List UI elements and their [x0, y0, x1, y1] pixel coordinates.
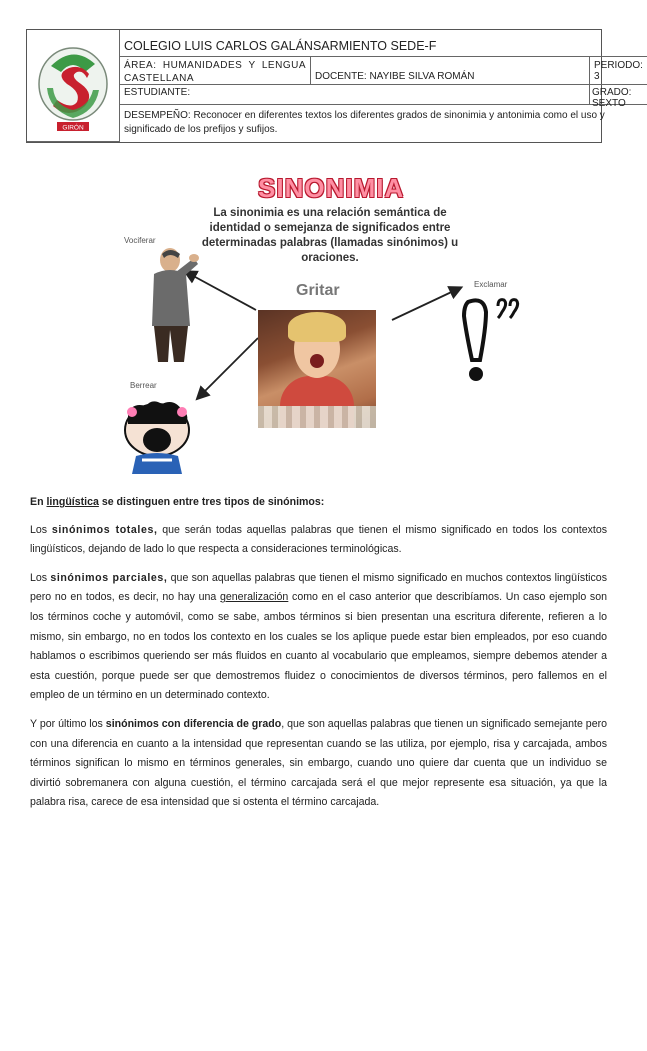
intro-pre: En: [30, 496, 47, 508]
period-field: PERIODO: 3: [590, 57, 647, 85]
term-parciales: sinónimos parciales,: [50, 571, 168, 584]
p3-pre: Y por último los: [30, 717, 106, 730]
photo-hair: [288, 312, 346, 342]
sinonimia-infographic: [100, 170, 540, 490]
p2-pre: Los: [30, 571, 51, 584]
man-shouting-illustration: [136, 246, 206, 366]
p1-text: que serán todas aquellas palabras que tienen el mismo significado en todos los contextos lingüísticos, dejando de lado lo que respecta a consideraciones terminológicas.: [30, 523, 608, 556]
document-header-table: [26, 29, 643, 143]
photo-crib-rail: [258, 406, 376, 428]
center-word: Gritar: [296, 282, 340, 299]
infographic-definition: La sinonimia es una relación semántica de identidad o semejanza de significados entre determinadas palabras (llamadas sinónimos) u oraciones.: [201, 207, 459, 264]
p2-text2: como en el caso anterior que describíamos. Un caso ejemplo son los términos coche y automóvil, como se sabe, ambos términos si bien presentan una escritura diferente, refieren a lo mismo, sin embargo, no en todos los contexto en los cuales se los aplique puede estar bien empleados, por eso cuando hablamos o escribimos queriendo ser más fluidos en cuanto al vocabulario que empleamos, siempre debemos atender a esta cuestión, porque puede ser que demostremos fluidez o conocimientos de diversos términos, pero fallemos en el empleo de un término en un determinado contexto.: [30, 591, 607, 702]
infographic-title: SINONIMIA: [258, 173, 405, 203]
term-totales: sinónimos totales,: [51, 523, 158, 536]
p3-text: , que son aquellas palabras que tienen un significado semejante pero con una diferencia en cuanto a la intensidad que representan cuando se las utiliza, por ejemplo, risa y carcajada, ambos términos significan lo mismo en términos generales, sin embargo, cuando uno quiere dar cuenta que un individuo se divirtió sobremanera con alguna cuestión, el término carcajada será el que mejor represente esa situación, ya que la palabra risa, carece de esa intensidad que si ostenta el término carcajada.: [30, 717, 608, 809]
p2-text1: que son aquellas palabras que tienen el mismo significado en muchos contextos lingüísticos pero no en todos, es decir, no hay una: [30, 571, 607, 604]
crying-child-illustration: [112, 396, 202, 476]
paragraph-sinonimos-parciales: [30, 569, 607, 706]
arrow-to-berrear: [198, 338, 258, 398]
teacher-field: DOCENTE: NAYIBE SILVA ROMÁN: [311, 57, 590, 85]
performance-description: DESEMPEÑO: Reconocer en diferentes textos los diferentes grados de sinonimia y antonimia como el uso y significado de los prefijos y sufijos.: [124, 110, 605, 135]
logo-text: GIRÓN: [62, 124, 84, 131]
paragraph-sinonimos-totales: [30, 521, 607, 560]
label-berrear: Berrear: [130, 381, 157, 390]
school-name: COLEGIO LUIS CARLOS GALÁNSARMIENTO SEDE-F: [120, 30, 647, 57]
body-text: [30, 493, 607, 813]
link-generalizacion[interactable]: generalización: [220, 591, 289, 604]
term-grado: sinónimos con diferencia de grado: [105, 717, 282, 730]
crying-girl-photo: [258, 310, 376, 428]
school-logo: [33, 36, 113, 136]
label-vociferar: Vociferar: [124, 236, 156, 245]
label-exclamar: Exclamar: [474, 280, 508, 289]
grade-field: GRADO: SEXTO: [590, 85, 647, 105]
exclamation-illustration: [458, 298, 522, 388]
p1-pre: Los: [30, 523, 52, 536]
link-linguistica[interactable]: lingüística: [46, 496, 99, 508]
photo-mouth: [310, 354, 324, 368]
arrow-to-exclamar: [392, 288, 460, 320]
student-field[interactable]: ESTUDIANTE:: [120, 85, 590, 105]
school-logo-cell: [27, 30, 120, 142]
area-field: ÁREA: HUMANIDADES Y LENGUA CASTELLANA: [120, 57, 311, 85]
intro-paragraph: [30, 493, 607, 513]
intro-post: se distinguen entre tres tipos de sinónimos:: [98, 496, 325, 508]
paragraph-sinonimos-grado: [30, 715, 607, 813]
